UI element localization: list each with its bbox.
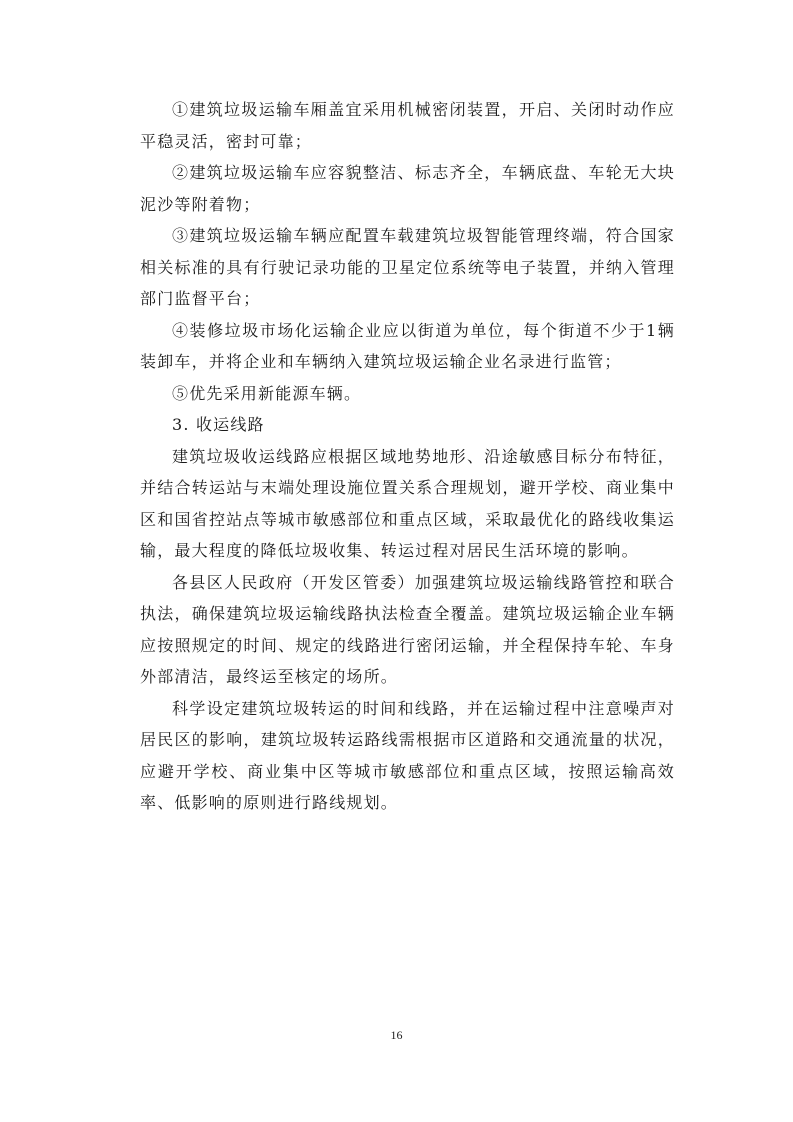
document-body bbox=[140, 94, 675, 819]
paragraph-truck-cover: ①建筑垃圾运输车厢盖宜采用机械密闭装置，开启、关闭时动作应平稳灵活，密封可靠； bbox=[140, 100, 675, 151]
paragraph-renovation-waste: ④装修垃圾市场化运输企业应以街道为单位，每个街道不少于1辆装卸车，并将企业和车辆纳入建筑垃圾运输企业名录进行监管； bbox=[140, 320, 675, 371]
section-heading-routes: 3. 收运线路 bbox=[172, 415, 265, 434]
paragraph-transfer-schedule: 科学设定建筑垃圾转运的时间和线路，并在运输过程中注意噪声对居民区的影响，建筑垃圾转运路线需根据市区道路和交通流量的状况，应避开学校、商业集中区等城市敏感部位和重点区域，按照运输高效率、低影响的原则进行路线规划。 bbox=[140, 698, 675, 812]
page-number: 16 bbox=[390, 1028, 403, 1042]
paragraph-truck-appearance: ②建筑垃圾运输车应容貌整洁、标志齐全，车辆底盘、车轮无大块泥沙等附着物； bbox=[140, 163, 675, 214]
paragraph-route-planning: 建筑垃圾收运线路应根据区域地势地形、沿途敏感目标分布特征，并结合转运站与末端处理设施位置关系合理规划，避开学校、商业集中区和国省控站点等城市敏感部位和重点区域，采取最优化的路线收集运输，最大程度的降低垃圾收集、转运过程对居民生活环境的影响。 bbox=[140, 446, 675, 560]
paragraph-new-energy: ⑤优先采用新能源车辆。 bbox=[172, 383, 362, 403]
paragraph-smart-terminal: ③建筑垃圾运输车辆应配置车载建筑垃圾智能管理终端，符合国家相关标准的具有行驶记录功能的卫星定位系统等电子装置，并纳入管理部门监督平台； bbox=[140, 226, 675, 308]
paragraph-enforcement: 各县区人民政府（开发区管委）加强建筑垃圾运输线路管控和联合执法，确保建筑垃圾运输线路执法检查全覆盖。建筑垃圾运输企业车辆应按照规定的时间、规定的线路进行密闭运输，并全程保持车轮、车身外部清洁，最终运至核定的场所。 bbox=[140, 572, 675, 686]
